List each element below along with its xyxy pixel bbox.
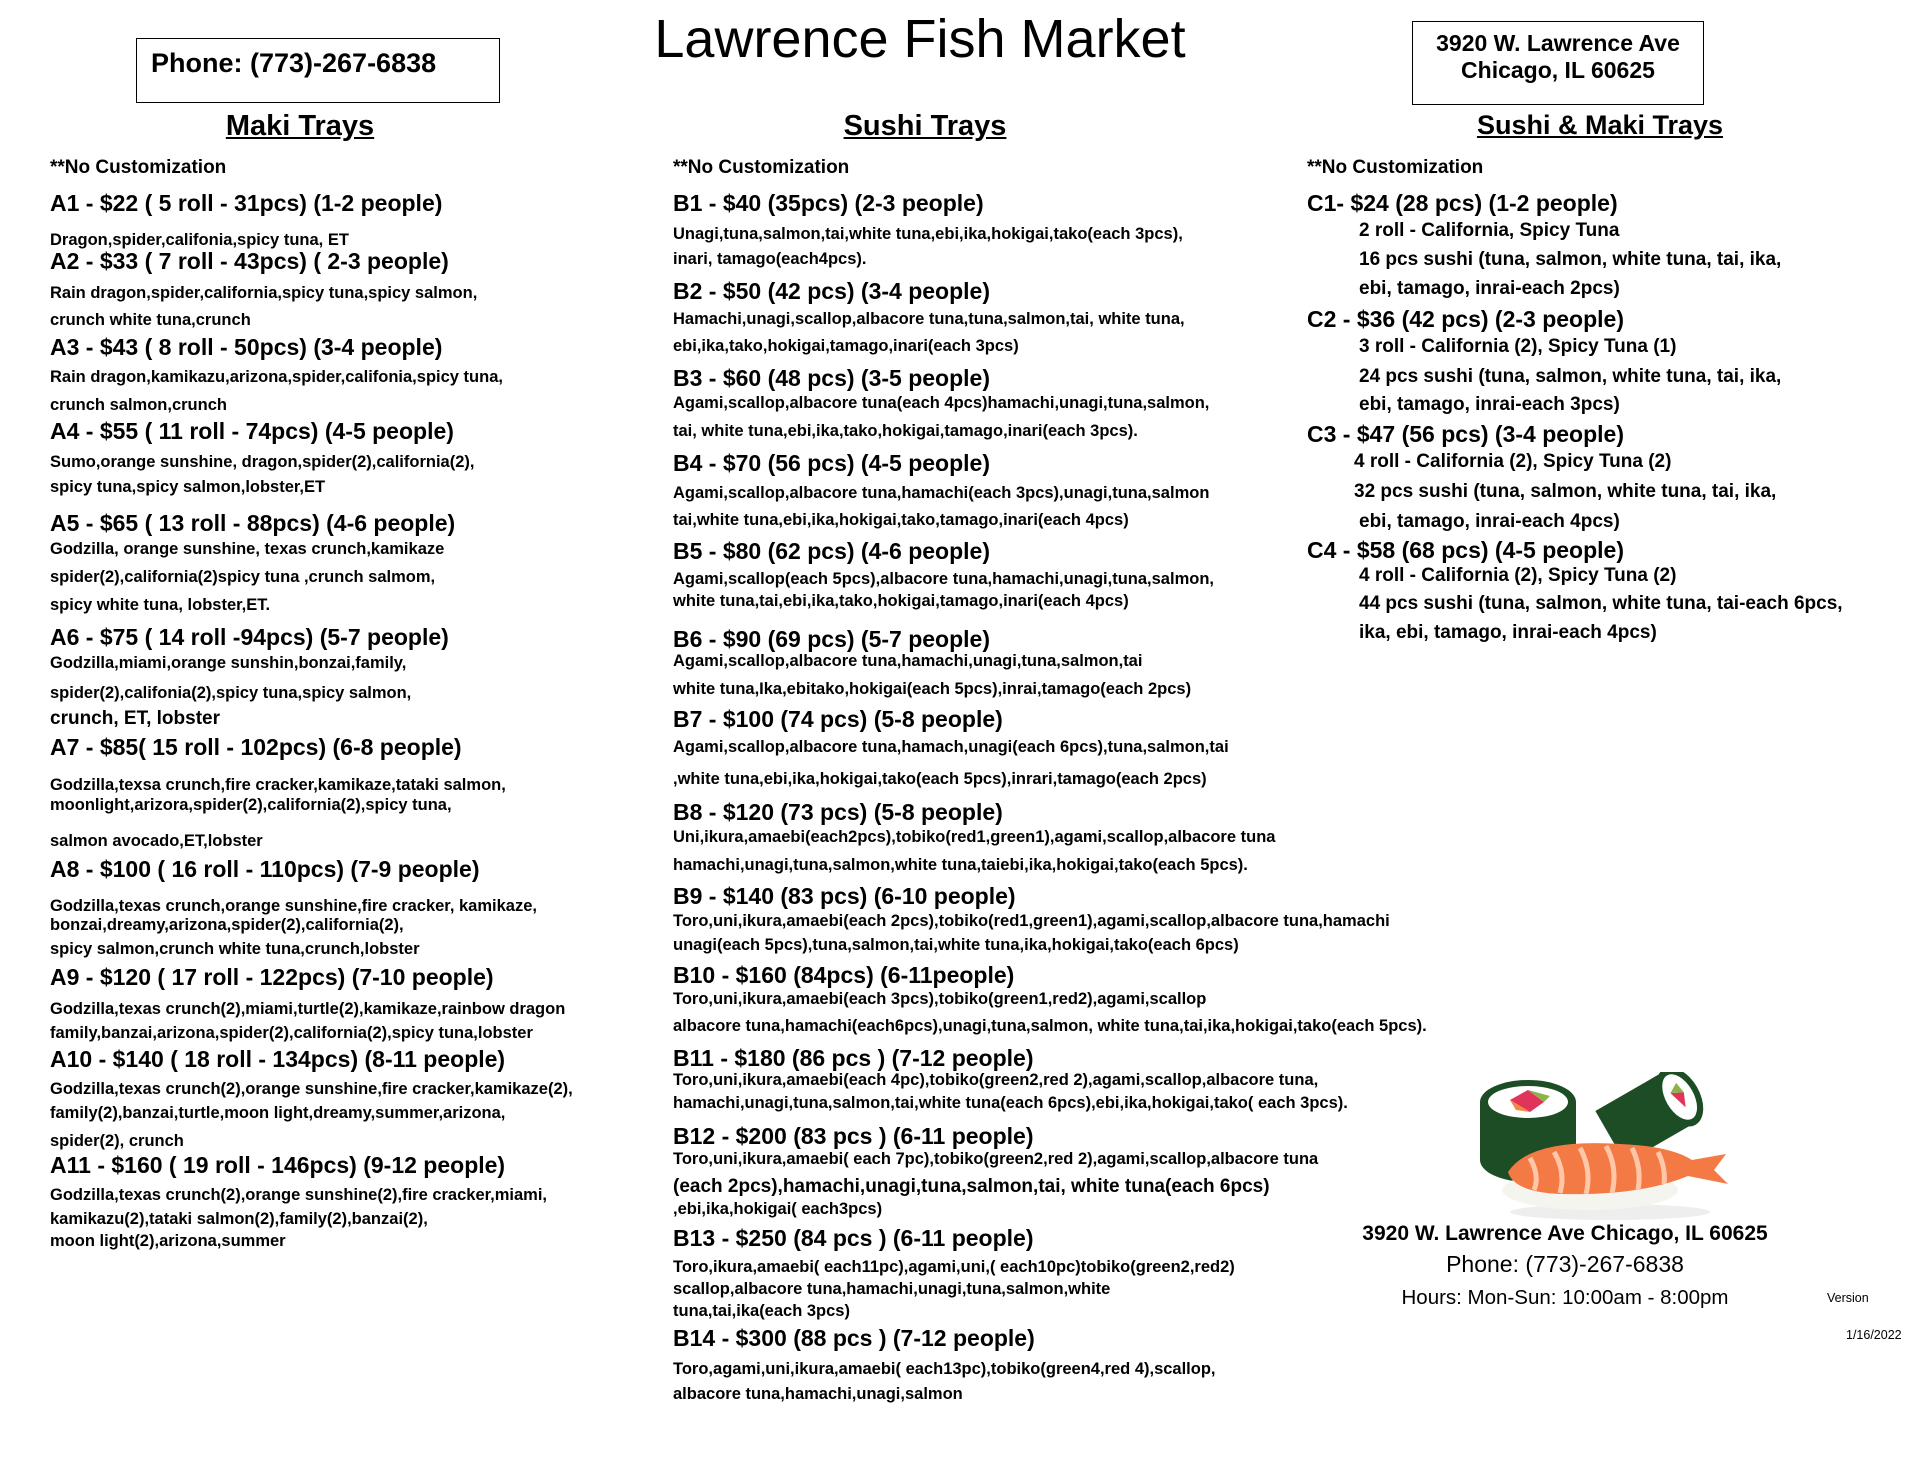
combo-trays-title: Sushi & Maki Trays (1476, 110, 1724, 140)
maki-tray-detail: spicy salmon,crunch white tuna,crunch,lobster (50, 940, 420, 958)
maki-tray-detail: crunch salmon,crunch (50, 396, 227, 414)
maki-tray-detail: Godzilla,miami,orange sunshin,bonzai,family, (50, 654, 407, 672)
sushi-tray-detail: tai,white tuna,ebi,ika,hokigai,tako,tamago,inari(each 4pcs) (673, 511, 1129, 529)
sushi-tray-heading: B10 - $160 (84pcs) (6-11people) (673, 962, 1015, 988)
sushi-tray-detail: ,white tuna,ebi,ika,hokigai,tako(each 5pcs),inrari,tamago(each 2pcs) (673, 770, 1207, 788)
maki-tray-heading: A9 - $120 ( 17 roll - 122pcs) (7-10 people) (50, 964, 494, 990)
combo-tray-detail: 44 pcs sushi (tuna, salmon, white tuna, tai-each 6pcs, (1359, 593, 1843, 614)
maki-tray-detail: Sumo,orange sunshine, dragon,spider(2),california(2), (50, 453, 475, 471)
sushi-tray-detail: Uni,ikura,amaebi(each2pcs),tobiko(red1,green1),agami,scallop,albacore tuna (673, 828, 1276, 846)
sushi-trays-title: Sushi Trays (843, 110, 1007, 142)
sushi-tray-heading: B7 - $100 (74 pcs) (5-8 people) (673, 706, 1003, 732)
combo-tray-detail: 24 pcs sushi (tuna, salmon, white tuna, tai, ika, (1359, 366, 1782, 387)
maki-tray-detail: spider(2),califonia(2),spicy tuna,spicy salmon, (50, 684, 412, 702)
combo-note: **No Customization (1307, 157, 1484, 178)
combo-tray-heading: C3 - $47 (56 pcs) (3-4 people) (1307, 421, 1624, 447)
footer-hours: Hours: Mon-Sun: 10:00am - 8:00pm (1401, 1286, 1729, 1309)
maki-tray-detail: Godzilla,texas crunch,orange sunshine,fire cracker, kamikaze, (50, 897, 537, 915)
maki-tray-detail: bonzai,dreamy,arizona,spider(2),california(2), (50, 916, 404, 934)
maki-tray-detail: moonlight,arizora,spider(2),california(2),spicy tuna, (50, 796, 452, 814)
sushi-tray-detail: Unagi,tuna,salmon,tai,white tuna,ebi,ika,hokigai,tako(each 3pcs), (673, 225, 1183, 243)
maki-tray-heading: A5 - $65 ( 13 roll - 88pcs) (4-6 people) (50, 510, 456, 536)
maki-tray-detail: Dragon,spider,califonia,spicy tuna, ET (50, 231, 349, 249)
sushi-tray-heading: B1 - $40 (35pcs) (2-3 people) (673, 190, 984, 216)
maki-tray-detail: Godzilla,texas crunch(2),orange sunshine,fire cracker,kamikaze(2), (50, 1080, 573, 1098)
maki-tray-heading: A6 - $75 ( 14 roll -94pcs) (5-7 people) (50, 624, 449, 650)
maki-tray-heading: A4 - $55 ( 11 roll - 74pcs) (4-5 people) (50, 418, 454, 444)
sushi-tray-detail: inari, tamago(each4pcs). (673, 250, 867, 268)
sushi-tray-detail: tai, white tuna,ebi,ika,tako,hokigai,tamago,inari(each 3pcs). (673, 422, 1138, 440)
sushi-tray-heading: B9 - $140 (83 pcs) (6-10 people) (673, 883, 1016, 909)
maki-tray-detail: spider(2), crunch (50, 1132, 184, 1150)
header-address-line2: Chicago, IL 60625 (1461, 57, 1655, 83)
sushi-tray-detail: tuna,tai,ika(each 3pcs) (673, 1302, 850, 1320)
sushi-tray-heading: B2 - $50 (42 pcs) (3-4 people) (673, 278, 990, 304)
sushi-tray-detail: Toro,uni,ikura,amaebi(each 3pcs),tobiko(green1,red2),agami,scallop (673, 990, 1207, 1008)
page-title: Lawrence Fish Market (654, 9, 1186, 69)
sushi-note: **No Customization (673, 157, 850, 178)
maki-tray-heading: A1 - $22 ( 5 roll - 31pcs) (1-2 people) (50, 190, 443, 216)
maki-tray-detail: spicy tuna,spicy salmon,lobster,ET (50, 478, 326, 496)
maki-note: **No Customization (50, 157, 227, 178)
combo-tray-detail: ebi, tamago, inrai-each 2pcs) (1359, 278, 1620, 299)
combo-tray-detail: 2 roll - California, Spicy Tuna (1359, 220, 1620, 241)
maki-tray-detail: family,banzai,arizona,spider(2),california(2),spicy tuna,lobster (50, 1024, 533, 1042)
sushi-illustration-icon (1470, 1072, 1732, 1222)
maki-tray-detail: spicy white tuna, lobster,ET. (50, 596, 271, 614)
sushi-tray-detail: Agami,scallop,albacore tuna,hamachi,unagi,tuna,salmon,tai (673, 652, 1143, 670)
maki-tray-detail: Rain dragon,kamikazu,arizona,spider,califonia,spicy tuna, (50, 368, 503, 386)
sushi-tray-heading: B5 - $80 (62 pcs) (4-6 people) (673, 538, 990, 564)
combo-tray-detail: 16 pcs sushi (tuna, salmon, white tuna, tai, ika, (1359, 249, 1782, 270)
sushi-tray-heading: B13 - $250 (84 pcs ) (6-11 people) (673, 1225, 1034, 1251)
combo-tray-detail: 3 roll - California (2), Spicy Tuna (1) (1359, 336, 1677, 357)
maki-tray-heading: A8 - $100 ( 16 roll - 110pcs) (7-9 people) (50, 856, 480, 882)
sushi-tray-heading: B4 - $70 (56 pcs) (4-5 people) (673, 450, 990, 476)
combo-tray-detail: 4 roll - California (2), Spicy Tuna (2) (1359, 565, 1677, 586)
sushi-tray-detail: albacore tuna,hamachi(each6pcs),unagi,tuna,salmon, white tuna,tai,ika,hokigai,tako(each 5pcs). (673, 1017, 1427, 1035)
sushi-tray-detail: Toro,agami,uni,ikura,amaebi( each13pc),tobiko(green4,red 4),scallop, (673, 1360, 1216, 1378)
maki-tray-detail: Godzilla,texsa crunch,fire cracker,kamikaze,tataki salmon, (50, 776, 506, 794)
sushi-tray-detail: Agami,scallop(each 5pcs),albacore tuna,hamachi,unagi,tuna,salmon, (673, 570, 1214, 588)
header-address-line1: 3920 W. Lawrence Ave (1436, 30, 1680, 56)
combo-tray-detail: 32 pcs sushi (tuna, salmon, white tuna, tai, ika, (1354, 481, 1777, 502)
sushi-tray-detail: Agami,scallop,albacore tuna(each 4pcs)hamachi,unagi,tuna,salmon, (673, 394, 1210, 412)
combo-tray-detail: ika, ebi, tamago, inrai-each 4pcs) (1359, 622, 1657, 643)
combo-tray-detail: ebi, tamago, inrai-each 3pcs) (1359, 394, 1620, 415)
sushi-tray-detail: Toro,ikura,amaebi( each11pc),agami,uni,( each10pc)tobiko(green2,red2) (673, 1258, 1235, 1276)
sushi-tray-heading: B14 - $300 (88 pcs ) (7-12 people) (673, 1325, 1035, 1351)
maki-trays-title: Maki Trays (225, 110, 375, 142)
sushi-tray-detail: unagi(each 5pcs),tuna,salmon,tai,white tuna,ika,hokigai,tako(each 6pcs) (673, 936, 1239, 954)
sushi-tray-heading: B11 - $180 (86 pcs ) (7-12 people) (673, 1045, 1034, 1071)
maki-tray-heading: A7 - $85( 15 roll - 102pcs) (6-8 people) (50, 734, 462, 760)
sushi-tray-detail: ebi,ika,tako,hokigai,tamago,inari(each 3pcs) (673, 337, 1019, 355)
header-address-box (1412, 21, 1704, 105)
maki-tray-detail: Rain dragon,spider,california,spicy tuna,spicy salmon, (50, 284, 478, 302)
sushi-tray-detail: Toro,uni,ikura,amaebi(each 4pc),tobiko(green2,red 2),agami,scallop,albacore tuna, (673, 1071, 1319, 1089)
combo-tray-detail: ebi, tamago, inrai-each 4pcs) (1359, 511, 1620, 532)
sushi-tray-heading: B6 - $90 (69 pcs) (5-7 people) (673, 626, 990, 652)
combo-tray-detail: 4 roll - California (2), Spicy Tuna (2) (1354, 451, 1672, 472)
sushi-tray-detail: albacore tuna,hamachi,unagi,salmon (673, 1385, 963, 1403)
combo-tray-heading: C4 - $58 (68 pcs) (4-5 people) (1307, 537, 1624, 563)
sushi-tray-detail: scallop,albacore tuna,hamachi,unagi,tuna,salmon,white (673, 1280, 1111, 1298)
header-phone: Phone: (773)-267-6838 (151, 48, 437, 78)
sushi-tray-detail: white tuna,Ika,ebitako,hokigai(each 5pcs),inrai,tamago(each 2pcs) (673, 680, 1192, 698)
sushi-tray-detail: Toro,uni,ikura,amaebi( each 7pc),tobiko(green2,red 2),agami,scallop,albacore tuna (673, 1150, 1319, 1168)
version-label: Version (1827, 1291, 1869, 1305)
maki-tray-detail: Godzilla,texas crunch(2),miami,turtle(2),kamikaze,rainbow dragon (50, 1000, 566, 1018)
maki-tray-detail: moon light(2),arizona,summer (50, 1232, 286, 1250)
footer-address: 3920 W. Lawrence Ave Chicago, IL 60625 (1362, 1222, 1768, 1245)
sushi-tray-detail: ,ebi,ika,hokigai( each3pcs) (673, 1200, 883, 1218)
sushi-tray-detail: hamachi,unagi,tuna,salmon,white tuna,taiebi,ika,hokigai,tako(each 5pcs). (673, 856, 1248, 874)
combo-tray-heading: C2 - $36 (42 pcs) (2-3 people) (1307, 306, 1624, 332)
maki-tray-detail: Godzilla,texas crunch(2),orange sunshine(2),fire cracker,miami, (50, 1186, 548, 1204)
maki-tray-detail: spider(2),california(2)spicy tuna ,crunch salmom, (50, 568, 436, 586)
sushi-tray-detail: (each 2pcs),hamachi,unagi,tuna,salmon,tai, white tuna(each 6pcs) (673, 1176, 1270, 1197)
maki-tray-detail: kamikazu(2),tataki salmon(2),family(2),banzai(2), (50, 1210, 428, 1228)
maki-tray-detail: family(2),banzai,turtle,moon light,dreamy,summer,arizona, (50, 1104, 506, 1122)
sushi-tray-detail: hamachi,unagi,tuna,salmon,tai,white tuna(each 6pcs),ebi,ika,hokigai,tako( each 3pcs). (673, 1094, 1348, 1112)
maki-tray-heading: A11 - $160 ( 19 roll - 146pcs) (9-12 people) (50, 1152, 506, 1178)
maki-tray-detail: crunch, ET, lobster (50, 708, 220, 729)
combo-tray-heading: C1- $24 (28 pcs) (1-2 people) (1307, 190, 1618, 216)
sushi-tray-detail: Toro,uni,ikura,amaebi(each 2pcs),tobiko(red1,green1),agami,scallop,albacore tuna,hamachi (673, 912, 1390, 930)
sushi-tray-heading: B12 - $200 (83 pcs ) (6-11 people) (673, 1123, 1034, 1149)
sushi-tray-heading: B3 - $60 (48 pcs) (3-5 people) (673, 365, 990, 391)
maki-tray-heading: A10 - $140 ( 18 roll - 134pcs) (8-11 people) (50, 1046, 506, 1072)
maki-tray-heading: A2 - $33 ( 7 roll - 43pcs) ( 2-3 people) (50, 248, 449, 274)
maki-tray-detail: crunch white tuna,crunch (50, 311, 251, 329)
maki-tray-heading: A3 - $43 ( 8 roll - 50pcs) (3-4 people) (50, 334, 443, 360)
maki-tray-detail: salmon avocado,ET,lobster (50, 832, 263, 850)
sushi-tray-detail: Agami,scallop,albacore tuna,hamach,unagi(each 6pcs),tuna,salmon,tai (673, 738, 1229, 756)
sushi-tray-detail: Hamachi,unagi,scallop,albacore tuna,tuna,salmon,tai, white tuna, (673, 310, 1185, 328)
sushi-tray-heading: B8 - $120 (73 pcs) (5-8 people) (673, 799, 1003, 825)
sushi-tray-detail: Agami,scallop,albacore tuna,hamachi(each 3pcs),unagi,tuna,salmon (673, 484, 1210, 502)
footer-phone: Phone: (773)-267-6838 (1446, 1251, 1684, 1277)
version-date: 1/16/2022 (1846, 1328, 1902, 1342)
header-phone-box (136, 38, 500, 103)
maki-tray-detail: Godzilla, orange sunshine, texas crunch,kamikaze (50, 540, 445, 558)
sushi-tray-detail: white tuna,tai,ebi,ika,tako,hokigai,tamago,inari(each 4pcs) (673, 592, 1129, 610)
